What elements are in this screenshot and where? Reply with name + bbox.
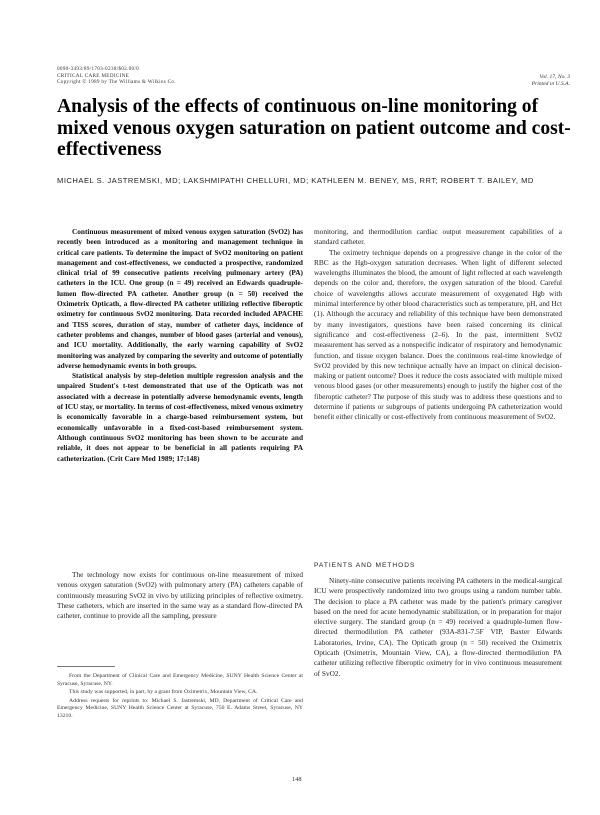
introduction-text (57, 570, 303, 621)
footnote: Address requests for reprints to: Michael S. Jastremski, MD, Department of Critical Care and Emergency Medicine, SUNY Health Science Center at Syracuse, 750 E. Adams Street, Syracuse, NY 13210. (57, 697, 303, 719)
intro-paragraph: The technology now exists for continuous on-line measurement of mixed venous oxygen saturation (SvO2) with pulmonary artery (PA) catheters capable of continuously measuring SvO2 in vivo by utilizing principles of reflective oximetry. These catheters, which are inserted in the same way as a standard flow-directed PA catheter, continue to provide all the sampling, pressure (57, 570, 303, 621)
journal-header-line: CRITICAL CARE MEDICINE (57, 72, 130, 79)
article-title: Analysis of the effects of continuous on-line monitoring of mixed venous oxygen saturation on patient outcome and cost-effectiveness (57, 96, 571, 160)
journal-header-line: Copyright © 1989 by The Williams & Wilkins Co. (57, 79, 176, 86)
right-column-body (314, 227, 562, 423)
author-list: MICHAEL S. JASTREMSKI, MD; LAKSHMIPATHI CHELLURI, MD; KATHLEEN M. BENEY, MS, RRT; ROBERT T. BAILEY, MD (57, 176, 534, 185)
journal-header-line: 0090-3493/89/1703-0238/$02.00/0 (57, 66, 140, 72)
page-number: 148 (292, 776, 302, 783)
printed-in: Printed in U.S.A. (531, 80, 570, 87)
footnote: This study was supported, in part, by a grant from Oximetrix, Mountain View, CA. (69, 689, 258, 696)
body-paragraph: monitoring, and thermodilution cardiac output measurement capabilities of a standard catheter. (314, 227, 562, 247)
footnote: From the Department of Clinical Care and Emergency Medicine, SUNY Health Science Center at Syracuse, Syracuse, NY. (57, 673, 303, 687)
footnote-divider (57, 666, 115, 667)
body-paragraph: The oximetry technique depends on a progressive change in the color of the RBC as the Hgb-oxygen saturation decreases. When light of different selected wavelengths illuminates the blood, the amount of light reflected at each wavelength depends on the color and, therefore, the oxygen saturation of the blood. Careful choice of wavelengths allows accurate measurement of oxygenated Hgb with minimal interference by other blood characteristics such as temperature, pH, and Hct (1). Although the accuracy and reliability of this technique have been demonstrated by many investigators, questions have been raised concerning its clinical significance and cost-effectiveness (2–6). In the past, intermittent SvO2 measurement has served as a nonspecific indicator of respiratory and hemodynamic function, and tissue oxygen balance. Does the continuous real-time knowledge of SvO2 provided by this new technique actually have an impact on clinical decision-making or patient outcome? Does it reduce the costs associated with multiple mixed venous blood gases (or other measurements) enough to justify the higher cost of the fiberoptic catheter? The purpose of this study was to address these questions and to determine if patients or subgroups of patients undergoing PA catheterization would benefit either clinically or cost-effectively from continuous measurement of SvO2. (314, 247, 562, 422)
methods-paragraph: Ninety-nine consecutive patients receiving PA catheters in the medical-surgical ICU were prospectively randomized into two groups using a random number table. The decision to place a PA catheter was made by the patient's primary caregiver based on the need for acute hemodynamic stabilization, or in preparation for major elective surgery. The standard group (n = 49) received a quadruple-lumen flow-directed thermodilution PA catheter (93A-831-7.5F VIP, Baxter Edwards Laboratories, Irvine, CA). The Opticath group (n = 50) received the Oximetrix Opticath (Oximetrix, Mountain View, CA), a flow-directed thermodilution PA catheter utilizing reflective fiberoptic oximetry for in vivo continuous measurement of SvO2. (314, 576, 562, 678)
abstract-paragraph: Statistical analysis by step-deletion multiple regression analysis and the unpaired Student's t-test demonstrated that use of the Opticath was not associated with a decrease in potentially adverse hemodynamic events, length of ICU stay, or mortality. In terms of cost-effectiveness, mixed venous oximetry is economically favorable in a charge-based reimbursement system, but economically unfavorable in a fixed-cost-based reimbursement system. Although continuous SvO2 monitoring has been shown to be accurate and reliable, it does not appear to be beneficial in all patients requiring PA catheterization. (Crit Care Med 1989; 17:148) (57, 371, 303, 463)
volume-number: Vol. 17, No. 3 (539, 74, 570, 80)
volume-info (532, 74, 570, 87)
footnotes (57, 673, 303, 722)
section-heading: PATIENTS AND METHODS (314, 562, 416, 569)
abstract-paragraph: Continuous measurement of mixed venous oxygen saturation (SvO2) has recently been introduced as a monitoring and management technique in critical care patients. To determine the impact of SvO2 monitoring on patient management and cost-effectiveness, we conducted a prospective, randomized clinical trial of 99 consecutive patients receiving pulmonary artery (PA) catheters in the ICU. One group (n = 49) received an Edwards quadruple-lumen flow-directed PA catheter. Another group (n = 50) received the Oximetrix Opticath, a flow-directed PA catheter utilizing reflective fiberoptic oximetry for continuous SvO2 monitoring. Data recorded included APACHE and TISS scores, duration of stay, number of catheter days, incidence of catheter problems and changes, number of blood gases (arterial and venous), and ICU mortality. Additionally, the early warning capability of SvO2 monitoring was analyzed by comparing the severity and outcome of potentially adverse hemodynamic events in both groups. (57, 227, 303, 370)
abstract (57, 227, 303, 464)
methods-text (314, 576, 562, 679)
journal-header (57, 66, 176, 86)
